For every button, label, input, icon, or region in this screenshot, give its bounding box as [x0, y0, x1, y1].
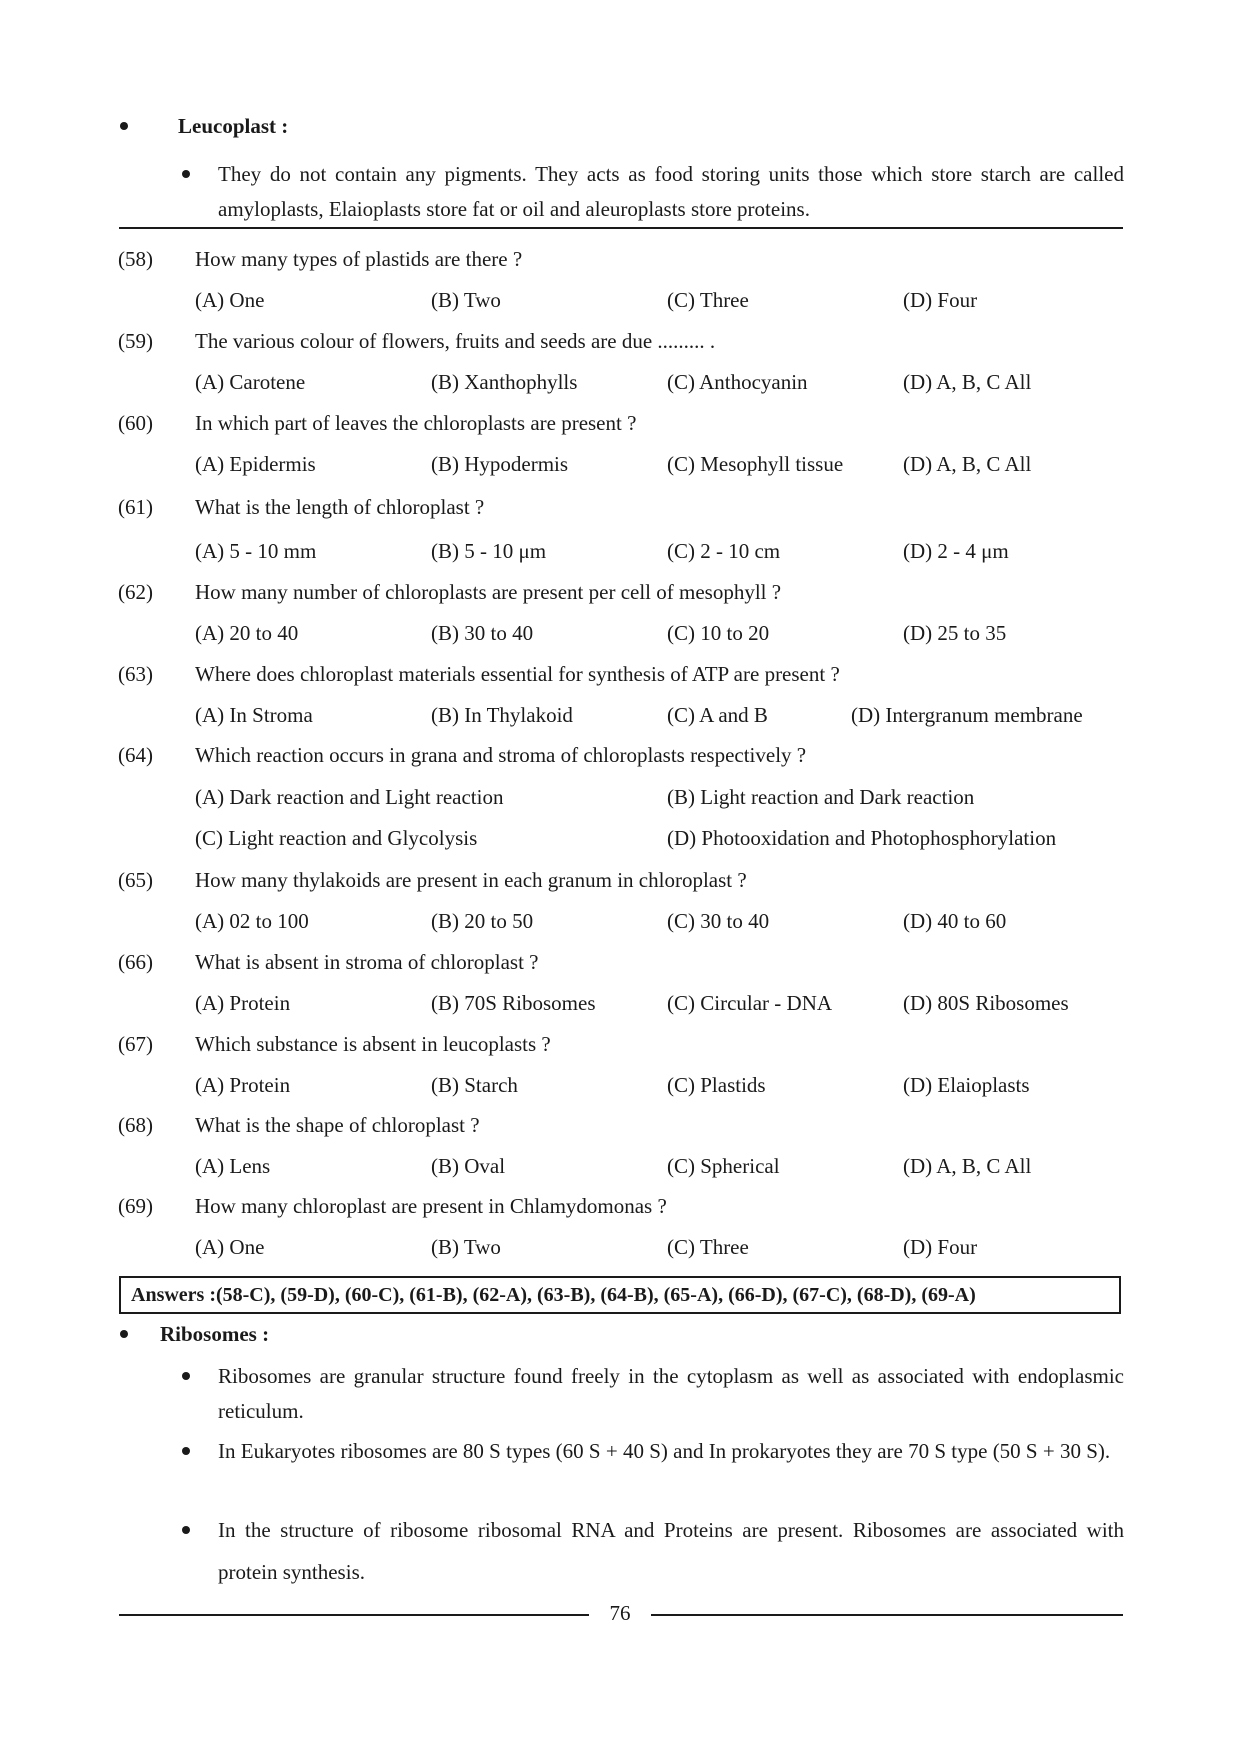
- leucoplast-heading-text: Leucoplast :: [178, 114, 289, 138]
- question-number: (68): [118, 1113, 153, 1137]
- question-text: Where does chloroplast materials essential for synthesis of ATP are present ?: [195, 662, 840, 686]
- option-c: (C) Three: [667, 1235, 749, 1259]
- question-text: How many chloroplast are present in Chlamydomonas ?: [195, 1194, 667, 1218]
- option-d: (D) Four: [903, 288, 978, 312]
- option-d: (D) Four: [903, 1235, 978, 1259]
- option-c: (C) Anthocyanin: [667, 370, 808, 394]
- question-text: In which part of leaves the chloroplasts are present ?: [195, 411, 637, 435]
- ribosomes-bullet-text: In the structure of ribosome ribosomal RNA and Proteins are present. Ribosomes are associated with protein synthesis.: [218, 1518, 1124, 1584]
- option-d: (D) 40 to 60: [903, 909, 1007, 933]
- question-number: (60): [118, 411, 153, 435]
- option-b: (B) Xanthophylls: [431, 370, 578, 394]
- ribosomes-bullet-2: [218, 1434, 1124, 1469]
- option-d: (D) Intergranum membrane: [851, 703, 1083, 727]
- option-a: (A) Lens: [195, 1154, 271, 1178]
- option-a: (A) Carotene: [195, 370, 306, 394]
- bullet-dot: [182, 1447, 190, 1455]
- question-number: (63): [118, 662, 153, 686]
- option-a: (A) One: [195, 1235, 265, 1259]
- question-number: (59): [118, 329, 153, 353]
- option-c: (C) Three: [667, 288, 749, 312]
- option-d: (D) A, B, C All: [903, 370, 1032, 394]
- footer-rule-left: [119, 1614, 589, 1616]
- option-b: (B) Starch: [431, 1073, 518, 1097]
- ribosomes-heading-text: Ribosomes :: [160, 1322, 270, 1346]
- question-text: Which reaction occurs in grana and stroma of chloroplasts respectively ?: [195, 743, 807, 767]
- option-b: (B) 5 - 10 μm: [431, 539, 547, 563]
- ribosomes-bullet-1: [218, 1359, 1124, 1429]
- bullet-dot: [182, 1372, 190, 1380]
- option-a: (A) Dark reaction and Light reaction: [195, 785, 504, 809]
- option-b: (B) 20 to 50: [431, 909, 534, 933]
- footer-rule-right: [651, 1614, 1123, 1616]
- option-a: (A) One: [195, 288, 265, 312]
- option-b: (B) Two: [431, 1235, 501, 1259]
- option-c: (C) Mesophyll tissue: [667, 452, 844, 476]
- leucoplast-bullet-text: They do not contain any pigments. They acts as food storing units those which store starch are called amyloplasts, Elaioplasts store fat or oil and aleuroplasts store proteins.: [218, 162, 1124, 221]
- ribosomes-bullet-3: [218, 1509, 1124, 1593]
- option-c: (C) Plastids: [667, 1073, 766, 1097]
- option-d: (D) 80S Ribosomes: [903, 991, 1069, 1015]
- bullet-dot: [182, 170, 190, 178]
- option-c: (C) Spherical: [667, 1154, 780, 1178]
- option-c: (C) A and B: [667, 703, 768, 727]
- question-number: (58): [118, 247, 153, 271]
- question-text: The various colour of flowers, fruits and seeds are due ......... .: [195, 329, 716, 353]
- option-a: (A) Epidermis: [195, 452, 316, 476]
- bullet-dot: [120, 1330, 128, 1338]
- option-a: (A) In Stroma: [195, 703, 313, 727]
- question-number: (62): [118, 580, 153, 604]
- question-text: Which substance is absent in leucoplasts ?: [195, 1032, 551, 1056]
- option-c: (C) Circular - DNA: [667, 991, 833, 1015]
- option-a: (A) Protein: [195, 991, 291, 1015]
- question-number: (64): [118, 743, 153, 767]
- ribosomes-heading: [160, 1322, 269, 1347]
- question-text: How many number of chloroplasts are present per cell of mesophyll ?: [195, 580, 782, 604]
- question-number: (66): [118, 950, 153, 974]
- question-number: (65): [118, 868, 153, 892]
- ribosomes-bullet-text: Ribosomes are granular structure found freely in the cytoplasm as well as associated with endoplasmic reticulum.: [218, 1364, 1124, 1423]
- option-b: (B) Oval: [431, 1154, 506, 1178]
- option-c: (C) 30 to 40: [667, 909, 770, 933]
- question-number: (67): [118, 1032, 153, 1056]
- option-b: (B) In Thylakoid: [431, 703, 573, 727]
- option-c: (C) Light reaction and Glycolysis: [195, 826, 478, 850]
- option-a: (A) 02 to 100: [195, 909, 309, 933]
- option-d: (D) Photooxidation and Photophosphorylation: [667, 826, 1057, 850]
- option-b: (B) 70S Ribosomes: [431, 991, 596, 1015]
- question-text: What is the shape of chloroplast ?: [195, 1113, 480, 1137]
- option-a: (A) 20 to 40: [195, 621, 299, 645]
- option-b: (B) Hypodermis: [431, 452, 569, 476]
- bullet-dot: [182, 1526, 190, 1534]
- option-d: (D) 2 - 4 μm: [903, 539, 1009, 563]
- leucoplast-bullet: [218, 157, 1124, 227]
- question-text: What is the length of chloroplast ?: [195, 495, 485, 519]
- question-text: How many thylakoids are present in each granum in chloroplast ?: [195, 868, 747, 892]
- question-text: What is absent in stroma of chloroplast ?: [195, 950, 539, 974]
- option-d: (D) A, B, C All: [903, 1154, 1032, 1178]
- option-c: (C) 2 - 10 cm: [667, 539, 781, 563]
- option-c: (C) 10 to 20: [667, 621, 770, 645]
- question-text: How many types of plastids are there ?: [195, 247, 523, 271]
- option-a: (A) Protein: [195, 1073, 291, 1097]
- ribosomes-bullet-text: In Eukaryotes ribosomes are 80 S types (60 S + 40 S) and In prokaryotes they are 70 S type (50 S + 30 S).: [218, 1439, 1111, 1463]
- bullet-dot: [120, 122, 128, 130]
- option-d: (D) Elaioplasts: [903, 1073, 1030, 1097]
- page-number: 76: [609, 1601, 631, 1625]
- option-b: (B) Two: [431, 288, 501, 312]
- answer-key-box: Answers :(58-C), (59-D), (60-C), (61-B), (62-A), (63-B), (64-B), (65-A), (66-D), (67-C), (68-D), (69-A): [119, 1276, 1121, 1314]
- option-a: (A) 5 - 10 mm: [195, 539, 317, 563]
- option-b: (B) Light reaction and Dark reaction: [667, 785, 975, 809]
- question-number: (61): [118, 495, 153, 519]
- question-number: (69): [118, 1194, 153, 1218]
- option-b: (B) 30 to 40: [431, 621, 534, 645]
- section-divider: [119, 227, 1123, 229]
- option-d: (D) 25 to 35: [903, 621, 1007, 645]
- option-d: (D) A, B, C All: [903, 452, 1032, 476]
- leucoplast-heading: [178, 114, 288, 139]
